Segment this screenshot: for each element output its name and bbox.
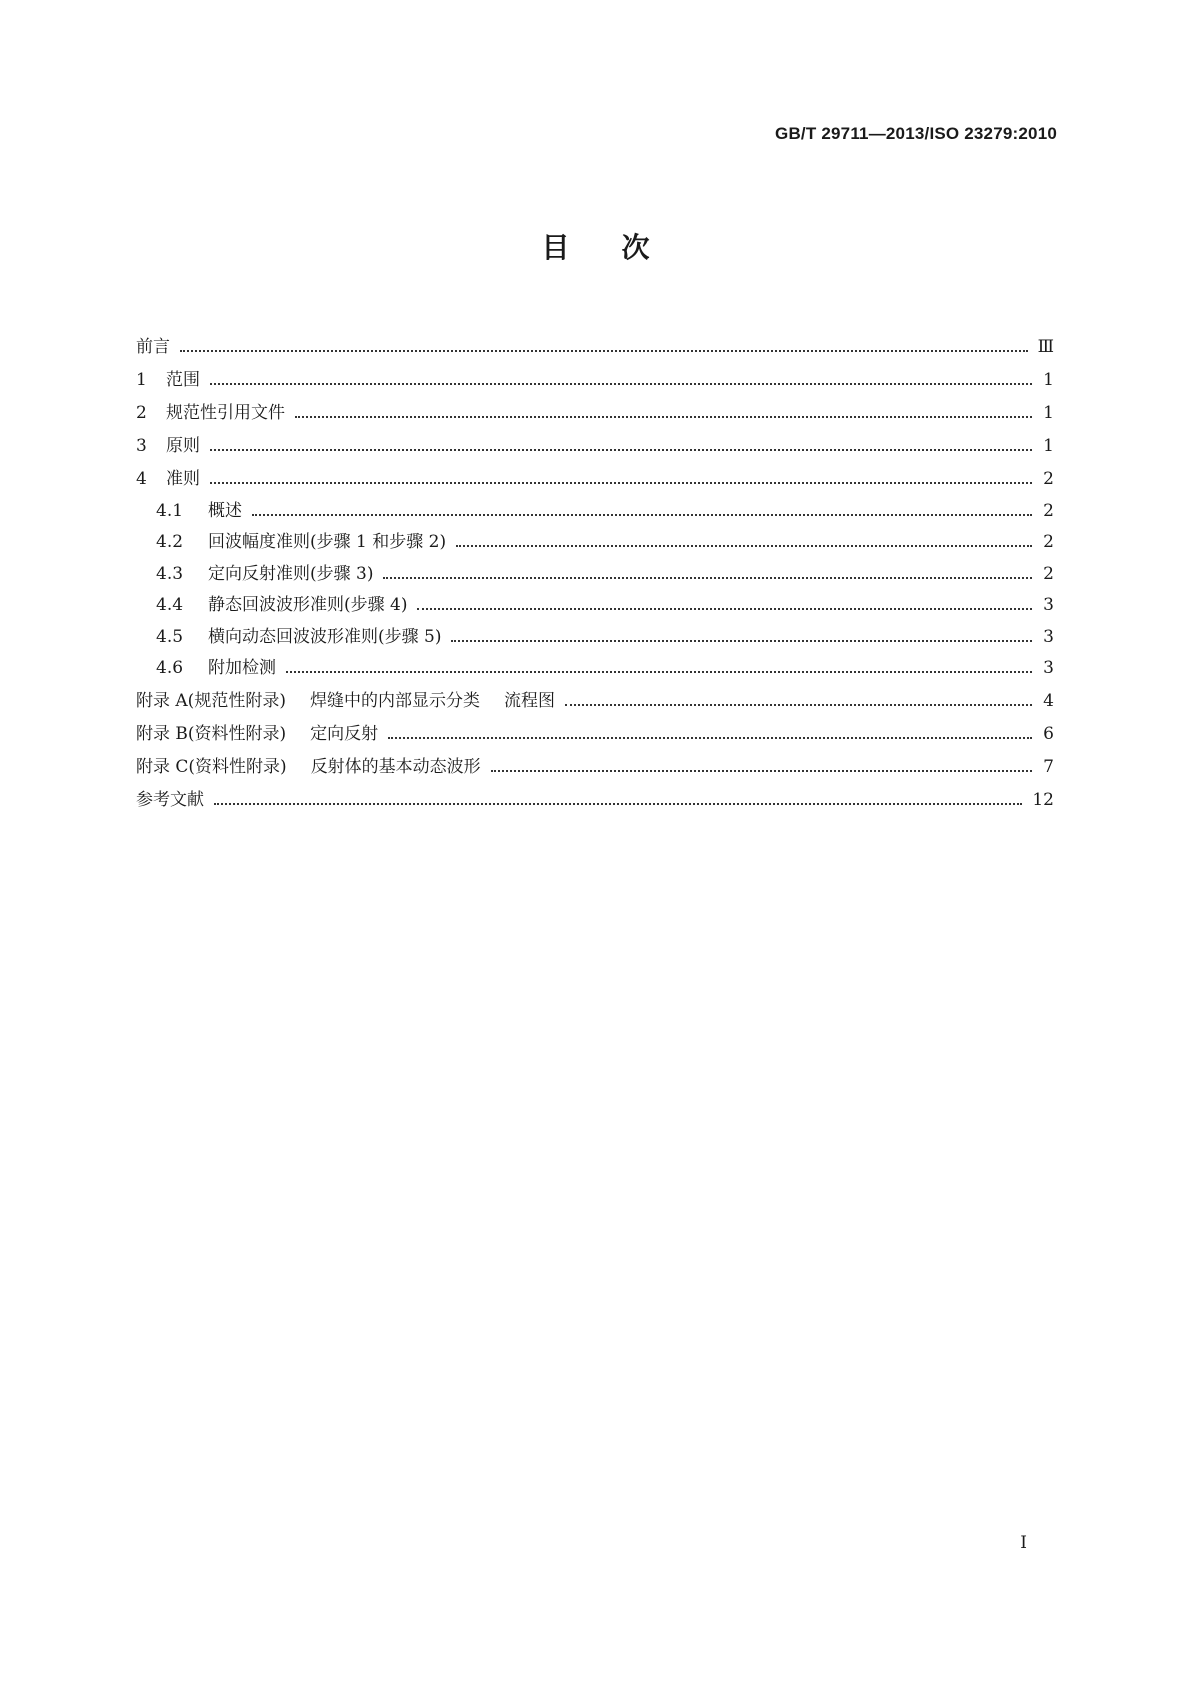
toc-page: 4 xyxy=(1043,691,1054,711)
annex-title: 定向反射 xyxy=(310,724,379,744)
toc-entry-4-3[interactable] xyxy=(136,553,1054,585)
toc-num: 4.4 xyxy=(156,595,184,615)
toc-entry-4[interactable] xyxy=(136,457,1054,490)
toc-leader xyxy=(210,383,1032,385)
toc-num: 2 xyxy=(136,403,147,423)
table-of-contents xyxy=(136,325,1054,811)
toc-label: 参考文献 xyxy=(136,790,204,810)
toc-entry-2[interactable] xyxy=(136,391,1054,424)
toc-entry-bibliography[interactable] xyxy=(136,778,1054,811)
toc-page: 2 xyxy=(1043,469,1054,489)
toc-label: 静态回波波形准则(步骤 4) xyxy=(208,595,408,615)
toc-page: 3 xyxy=(1043,626,1054,647)
toc-leader xyxy=(210,482,1032,484)
page-number: I xyxy=(1020,1533,1027,1553)
toc-leader xyxy=(451,640,1032,642)
toc-num: 4.6 xyxy=(156,658,184,678)
toc-page: 2 xyxy=(1043,532,1054,552)
title-char-1: 目 xyxy=(541,231,570,264)
toc-entry-3[interactable] xyxy=(136,424,1054,457)
toc-num: 4.2 xyxy=(156,532,184,552)
toc-label: 范围 xyxy=(166,370,200,390)
toc-leader xyxy=(388,737,1032,739)
page-title xyxy=(0,226,1191,266)
toc-entry-4-5[interactable] xyxy=(136,616,1054,648)
toc-entry-annex-b[interactable] xyxy=(136,712,1054,745)
toc-num: 1 xyxy=(136,370,147,390)
toc-label: 回波幅度准则(步骤 1 和步骤 2) xyxy=(208,532,447,552)
annex-designation: 附录 A(规范性附录) xyxy=(136,691,286,711)
toc-label xyxy=(136,723,378,745)
toc-leader xyxy=(214,803,1022,805)
toc-page: 7 xyxy=(1043,757,1054,777)
annex-title: 焊缝中的内部显示分类 xyxy=(309,691,480,711)
toc-label: 附加检测 xyxy=(208,658,276,678)
toc-num: 4 xyxy=(136,469,147,489)
toc-page: 6 xyxy=(1043,724,1054,744)
toc-entry-4-6[interactable] xyxy=(136,648,1054,680)
toc-leader xyxy=(565,704,1032,706)
annex-designation: 附录 B(资料性附录) xyxy=(136,724,287,744)
toc-label: 横向动态回波波形准则(步骤 5) xyxy=(208,626,442,647)
toc-page: 1 xyxy=(1043,436,1054,456)
toc-entry-annex-a[interactable] xyxy=(136,679,1054,712)
toc-label xyxy=(136,756,481,778)
toc-leader xyxy=(252,514,1032,516)
toc-entry-foreword[interactable] xyxy=(136,325,1054,358)
toc-label: 规范性引用文件 xyxy=(166,403,285,423)
toc-page: 1 xyxy=(1043,403,1054,423)
toc-leader xyxy=(180,350,1028,352)
toc-entry-4-4[interactable] xyxy=(136,585,1054,617)
annex-designation: 附录 C(资料性附录) xyxy=(136,757,287,777)
toc-num: 4.1 xyxy=(156,500,184,521)
toc-label: 准则 xyxy=(166,469,200,489)
toc-page: 2 xyxy=(1043,500,1054,521)
toc-num: 3 xyxy=(136,436,147,456)
toc-entry-4-1[interactable] xyxy=(136,490,1054,522)
annex-subtitle: 流程图 xyxy=(503,691,555,711)
toc-leader xyxy=(286,671,1032,673)
toc-page: 3 xyxy=(1043,658,1054,678)
toc-label: 前言 xyxy=(136,337,170,357)
toc-leader xyxy=(295,416,1032,418)
toc-num: 4.5 xyxy=(156,626,184,647)
toc-label: 概述 xyxy=(208,500,242,521)
toc-leader xyxy=(456,545,1032,547)
standard-code: GB/T 29711—2013/ISO 23279:2010 xyxy=(775,124,1057,143)
toc-leader xyxy=(491,770,1032,772)
toc-page: 12 xyxy=(1032,790,1054,810)
annex-title: 反射体的基本动态波形 xyxy=(310,757,481,777)
toc-entry-annex-c[interactable] xyxy=(136,745,1054,778)
title-char-2: 次 xyxy=(621,231,650,264)
toc-label xyxy=(136,690,555,712)
toc-label: 原则 xyxy=(166,436,200,456)
toc-page: 2 xyxy=(1043,563,1054,584)
toc-leader xyxy=(210,449,1032,451)
toc-leader xyxy=(383,577,1032,579)
toc-entry-4-2[interactable] xyxy=(136,522,1054,554)
toc-page: 1 xyxy=(1043,370,1054,390)
toc-entry-1[interactable] xyxy=(136,358,1054,391)
toc-label: 定向反射准则(步骤 3) xyxy=(208,563,374,584)
toc-num: 4.3 xyxy=(156,563,184,584)
toc-leader xyxy=(417,608,1032,610)
toc-page: Ⅲ xyxy=(1037,337,1054,357)
toc-page: 3 xyxy=(1043,595,1054,615)
